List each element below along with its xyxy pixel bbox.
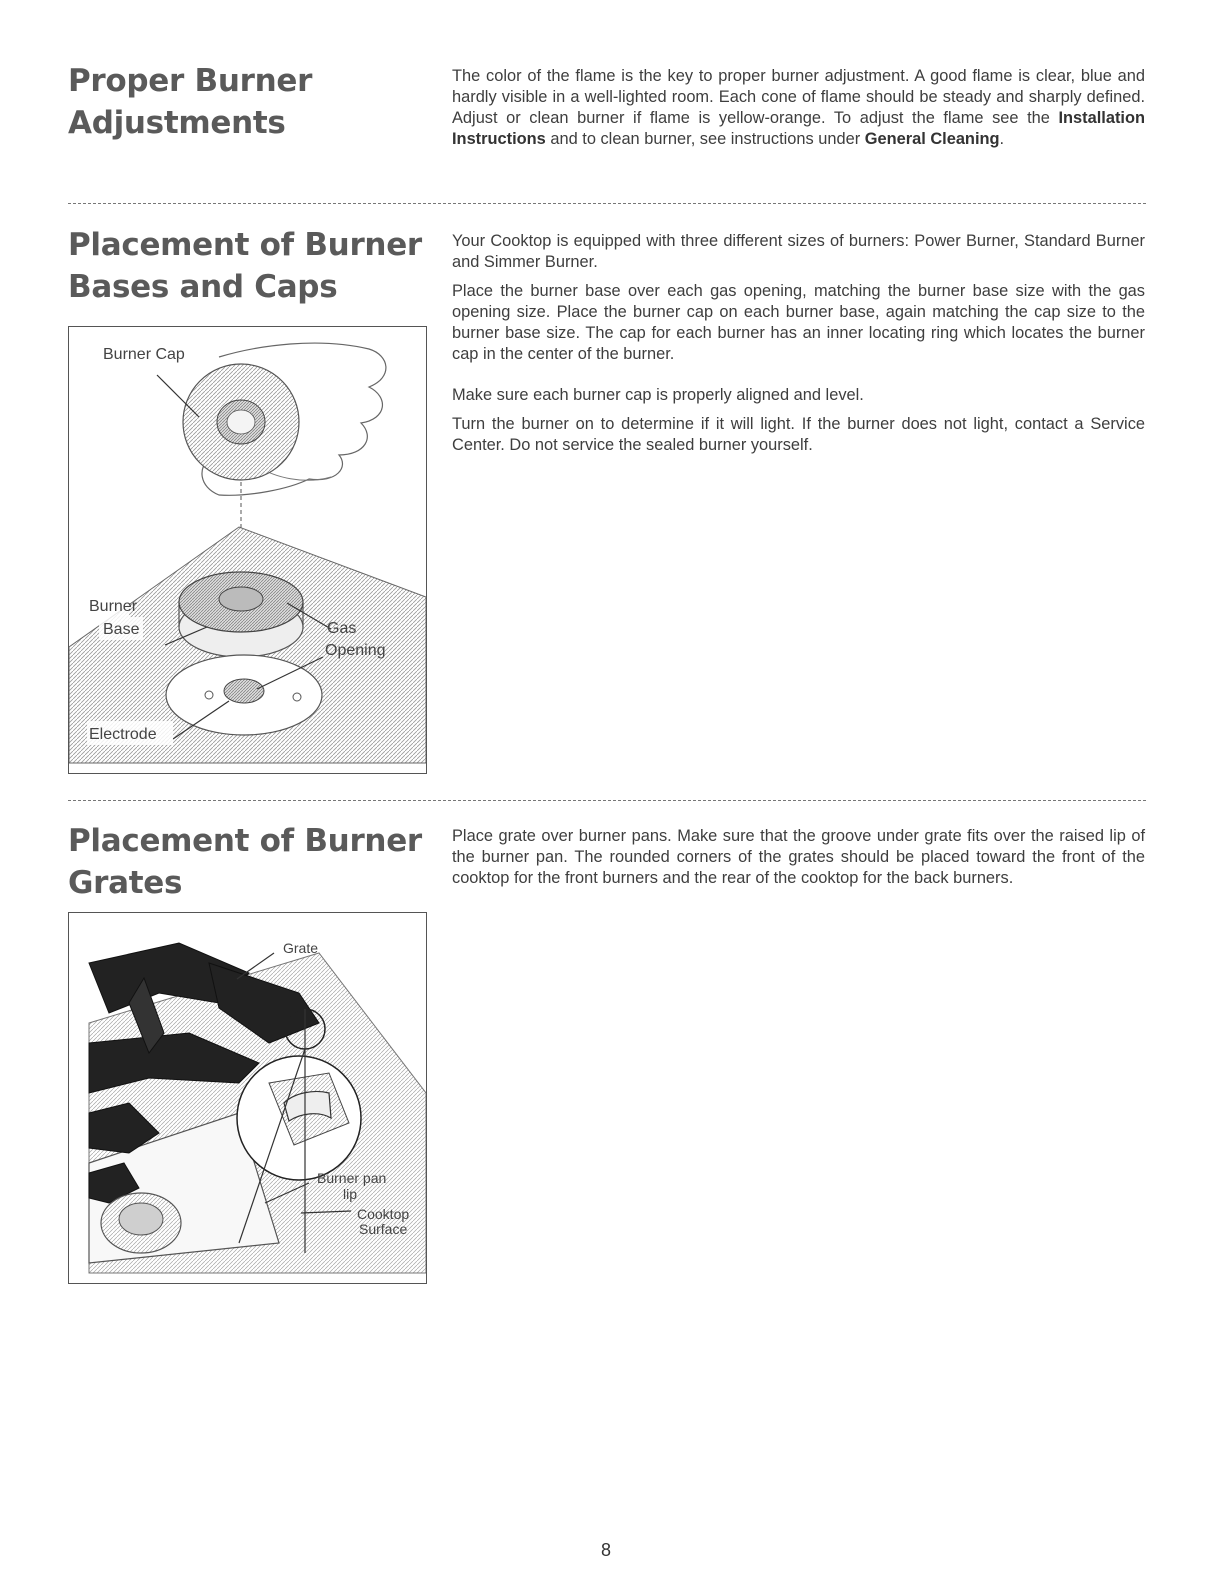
label-cooktop-line1: Cooktop <box>357 1206 410 1222</box>
general-cleaning-ref: General Cleaning <box>864 130 1000 148</box>
label-gas-line2: Opening <box>325 642 386 659</box>
label-cooktop-line2: Surface <box>359 1221 408 1237</box>
heading-burner-bases-caps: Placement of Burner Bases and Caps <box>68 227 422 305</box>
grates-text <box>452 826 1145 889</box>
grate-illustration <box>69 913 426 1283</box>
label-electrode: Electrode <box>89 726 157 743</box>
label-burner-cap: Burner Cap <box>103 346 185 363</box>
bases-paragraph-1: Your Cooktop is equipped with three different sizes of burners: Power Burner, Standard Burner and Simmer Burner. <box>452 232 1145 271</box>
bases-text <box>452 231 1145 456</box>
adjustments-paragraph: The color of the flame is the key to proper burner adjustment. A good flame is clear, blue and hardly visible in a well-lighted room. Each cone of flame should be steady and sharply defined. Adjust or clean burner if flame is yellow-orange. To adjust the flame see the Installation Instructions and to clean burner, see instructions under General Cleaning. <box>452 67 1145 148</box>
bases-paragraph-2: Place the burner base over each gas opening, matching the burner base size with the gas opening size. Place the burner cap on each burner base, again matching the cap size to the burner base size. The cap for each burner has an inner locating ring which locates the burner cap in the center of the burner. <box>452 282 1145 363</box>
label-grate: Grate <box>283 940 319 956</box>
burner-base-cap-figure <box>68 326 427 774</box>
burner-grate-figure <box>68 912 427 1284</box>
label-burner-base-line1: Burner <box>89 598 138 615</box>
bases-paragraph-4: Turn the burner on to determine if it will light. If the burner does not light, contact a Service Center. Do not service the sealed burner yourself. <box>452 415 1145 454</box>
label-gas-line1: Gas <box>327 620 357 637</box>
burner-illustration <box>69 327 426 773</box>
bases-paragraph-3: Make sure each burner cap is properly aligned and level. <box>452 386 864 404</box>
page-number: 8 <box>600 1540 611 1560</box>
heading-burner-grates: Placement of Burner Grates <box>68 823 422 901</box>
section-divider-2 <box>68 800 1146 801</box>
heading-proper-burner-adjustments: Proper Burner Adjustments <box>68 63 313 141</box>
label-burner-pan-line2: lip <box>343 1186 358 1202</box>
label-burner-base-line2: Base <box>103 621 140 638</box>
label-burner-pan-line1: Burner pan <box>317 1170 387 1186</box>
installation-instructions-ref: Installation Instructions <box>452 109 1145 148</box>
grates-paragraph: Place grate over burner pans. Make sure that the groove under grate fits over the raised lip of the burner pan. The rounded corners of the grates should be placed toward the front of the cooktop for the front burners and the rear of the cooktop for the back burners. <box>452 827 1145 887</box>
section-divider <box>68 203 1146 204</box>
